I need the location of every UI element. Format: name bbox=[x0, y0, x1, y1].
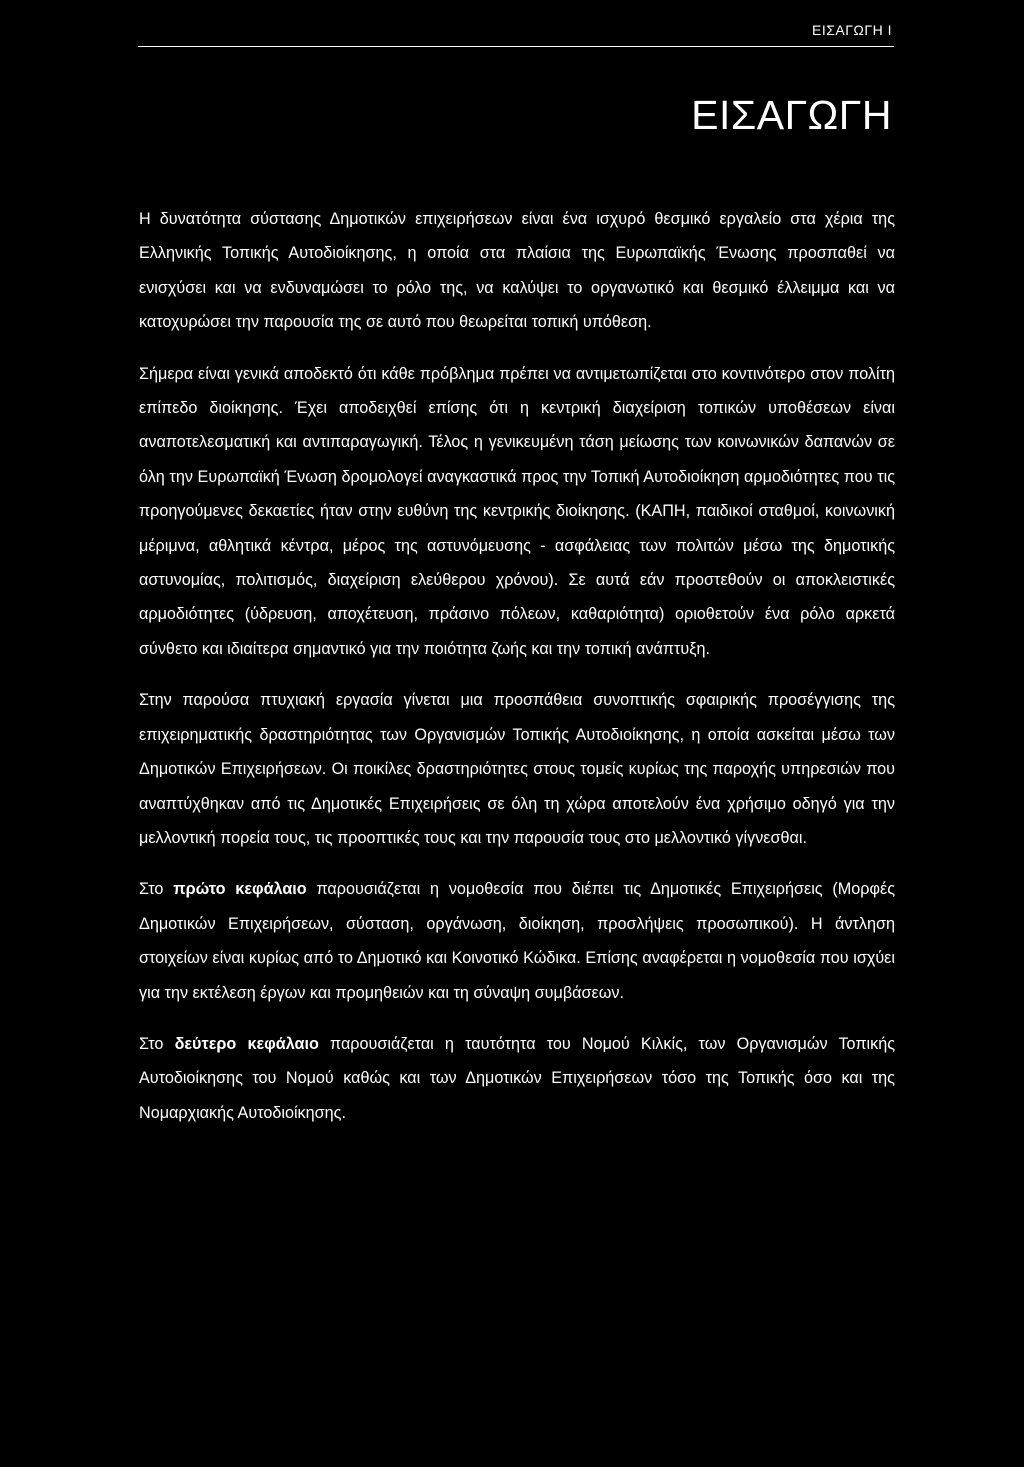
paragraph-chapter-one bbox=[139, 872, 895, 1010]
paragraph-purpose: Στην παρούσα πτυχιακή εργασία γίνεται μια προσπάθεια συνοπτικής σφαιρικής προσέγγισης της επιχειρηματικής δραστηριότητας των Οργανισμών Τοπικής Αυτοδιοίκησης, η οποία ασκείται μέσω των Δημοτικών Επιχειρήσεων. Οι ποικίλες δραστηριότητες στους τομείς κυρίως της παροχής υπηρεσιών που αναπτύχθηκαν από τις Δημοτικές Επιχειρήσεις σε όλη τη χώρα αποτελούν ένα χρήσιμο οδηγό για την μελλοντική πορεία τους, τις προοπτικές τους και την παρουσία τους στο μελλοντικό γίγνεσθαι. bbox=[139, 691, 895, 847]
paragraph-prefix: Στο bbox=[139, 880, 174, 899]
running-header: ΕΙΣΑΓΩΓΗ Ι bbox=[812, 22, 892, 38]
chapter-one-emphasis: πρώτο κεφάλαιο bbox=[173, 880, 307, 899]
paragraph-context: Σήμερα είναι γενικά αποδεκτό ότι κάθε πρόβλημα πρέπει να αντιμετωπίζεται στο κοντινότερο στον πολίτη επίπεδο διοίκησης. Έχει αποδειχθεί επίσης ότι η κεντρική διαχείριση τοπικών υποθέσεων είναι αναποτελεσματική και αντιπαραγωγική. Τέλος η γενικευμένη τάση μείωσης των κοινωνικών δαπανών σε όλη την Ευρωπαϊκή Ένωση δρομολογεί αναγκαστικά προς την Τοπική Αυτοδιοίκηση αρμοδιότητες που τις προηγούμενες δεκαετίες ήταν στην ευθύνη της κεντρικής διοίκησης. (ΚΑΠΗ, παιδικοί σταθμοί, κοινωνική μέριμνα, αθλητικά κέντρα, μέρος της αστυνόμευσης - ασφάλειας των πολιτών μέσω της δημοτικής αστυνομίας, πολιτισμός, διαχείριση ελεύθερου χρόνου). Σε αυτά εάν προστεθούν οι αποκλειστικές αρμοδιότητες (ύδρευση, αποχέτευση, πράσινο πόλεων, καθαριότητα) οριοθετούν ένα ρόλο αρκετά σύνθετο και ιδιαίτερα σημαντικό για την ποιότητα ζωής και την τοπική ανάπτυξη. bbox=[139, 364, 895, 658]
body-text bbox=[139, 202, 895, 1130]
paragraph-intro: Η δυνατότητα σύστασης Δημοτικών επιχειρήσεων είναι ένα ισχυρό θεσμικό εργαλείο στα χέρια της Ελληνικής Τοπικής Αυτοδιοίκησης, η οποία στα πλαίσια της Ευρωπαϊκής Ένωσης προσπαθεί να ενισχύσει και να ενδυναμώσει το ρόλο της, να καλύψει το οργανωτικό και θεσμικό έλλειμμα και να κατοχυρώσει την παρουσία της σε αυτό που θεωρείται τοπική υπόθεση. bbox=[139, 210, 895, 332]
paragraph-body: παρουσιάζεται η ταυτότητα του Νομού Κιλκίς, των Οργανισμών Τοπικής Αυτοδιοίκησης του Νομού καθώς και των Δημοτικών Επιχειρήσεων τόσο της Τοπικής όσο και της Νομαρχιακής Αυτοδιοίκησης. bbox=[139, 1034, 895, 1122]
header-rule bbox=[138, 46, 894, 47]
chapter-title: ΕΙΣΑΓΩΓΗ bbox=[691, 92, 892, 138]
paragraph-chapter-two bbox=[139, 1027, 895, 1130]
paragraph-body: παρουσιάζεται η νομοθεσία που διέπει τις Δημοτικές Επιχειρήσεις (Μορφές Δημοτικών Επιχειρήσεων, σύσταση, οργάνωση, διοίκηση, προσλήψεις προσωπικού). Η άντληση στοιχείων είναι κυρίως από το Δημοτικό και Κοινοτικό Κώδικα. Επίσης αναφέρεται η νομοθεσία που ισχύει για την εκτέλεση έργων και προμηθειών και τη σύναψη συμβάσεων. bbox=[139, 880, 895, 1002]
chapter-two-emphasis: δεύτερο κεφάλαιο bbox=[174, 1034, 319, 1053]
paragraph-prefix: Στο bbox=[139, 1034, 175, 1053]
